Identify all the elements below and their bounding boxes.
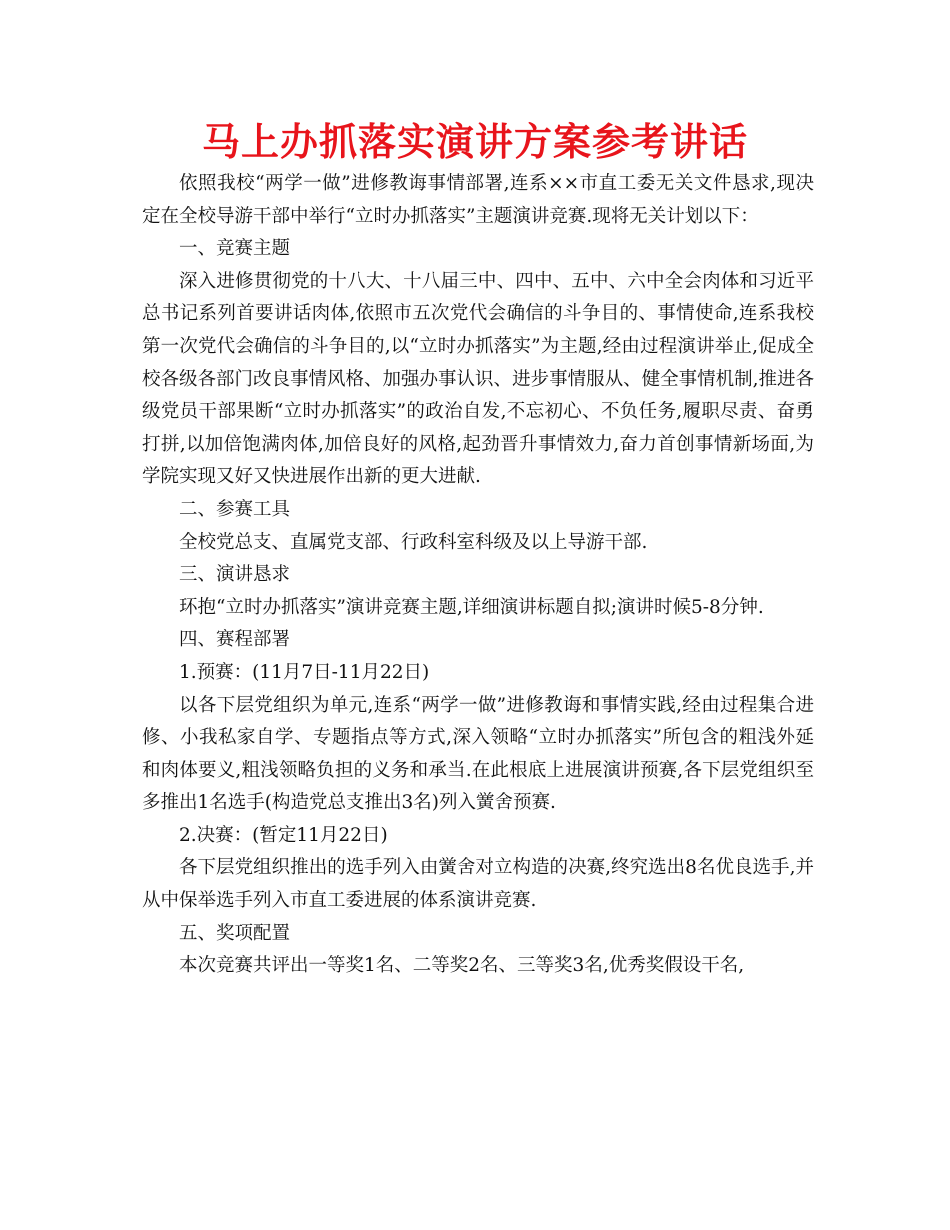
requirements-paragraph: 环抱“立时办抓落实”演讲竞赛主题,详细演讲标题自拟;演讲时候5-8分钟. xyxy=(179,596,764,618)
final-paragraph: 各下层党组织推出的选手列入由黉舍对立构造的决赛,终究选出8名优良选手,并从中保举选手列入市直工委进展的体系演讲竞赛. xyxy=(142,857,814,912)
document-body xyxy=(142,168,814,983)
intro-paragraph: 依照我校“两学一做”进修教诲事情部署,连系××市直工委无关文件恳求,现决定在全校导游干部中举行“立时办抓落实”主题演讲竞赛.现将无关计划以下： xyxy=(142,173,814,227)
subheading-final: 2.决赛：(暂定11月22日) xyxy=(179,824,388,846)
preliminary-paragraph: 以各下层党组织为单元,连系“两学一做”进修教诲和事情实践,经由过程集合进修、小我私家自学、专题指点等方式,深入领略“立时办抓落实”所包含的粗浅外延和肉体要义,粗浅领略负担的义务和承当.在此根底上进展演讲预赛,各下层党组织至多推出1名选手(构造党总支推出3名)列入黉舍预赛. xyxy=(142,694,814,814)
subheading-preliminary: 1.预赛：(11月7日-11月22日) xyxy=(179,661,430,683)
section-heading-participants: 二、参赛工具 xyxy=(179,498,291,520)
section-heading-awards: 五、奖项配置 xyxy=(179,922,291,944)
theme-paragraph: 深入进修贯彻党的十八大、十八届三中、四中、五中、六中全会肉体和习近平总书记系列首要讲话肉体,依照市五次党代会确信的斗争目的、事情使命,连系我校第一次党代会确信的斗争目的,以“立时办抓落实”为主题,经由过程演讲举止,促成全校各级各部门改良事情风格、加强办事认识、进步事情服从、健全事情机制,推进各级党员干部果断“立时办抓落实”的政治自发,不忘初心、不负任务,履职尽责、奋勇打拼,以加倍饱满肉体,加倍良好的风格,起劲晋升事情效力,奋力首创事情新场面,为学院实现又好又快进展作出新的更大进献. xyxy=(142,270,814,488)
section-heading-schedule: 四、赛程部署 xyxy=(179,629,291,651)
section-heading-theme: 一、竞赛主题 xyxy=(179,238,291,260)
document-title: 马上办抓落实演讲方案参考讲话 xyxy=(201,120,748,164)
section-heading-requirements: 三、演讲恳求 xyxy=(179,564,291,586)
awards-paragraph: 本次竞赛共评出一等奖1名、二等奖2名、三等奖3名,优秀奖假设干名, xyxy=(179,955,745,977)
participants-paragraph: 全校党总支、直属党支部、行政科室科级及以上导游干部. xyxy=(179,531,648,553)
